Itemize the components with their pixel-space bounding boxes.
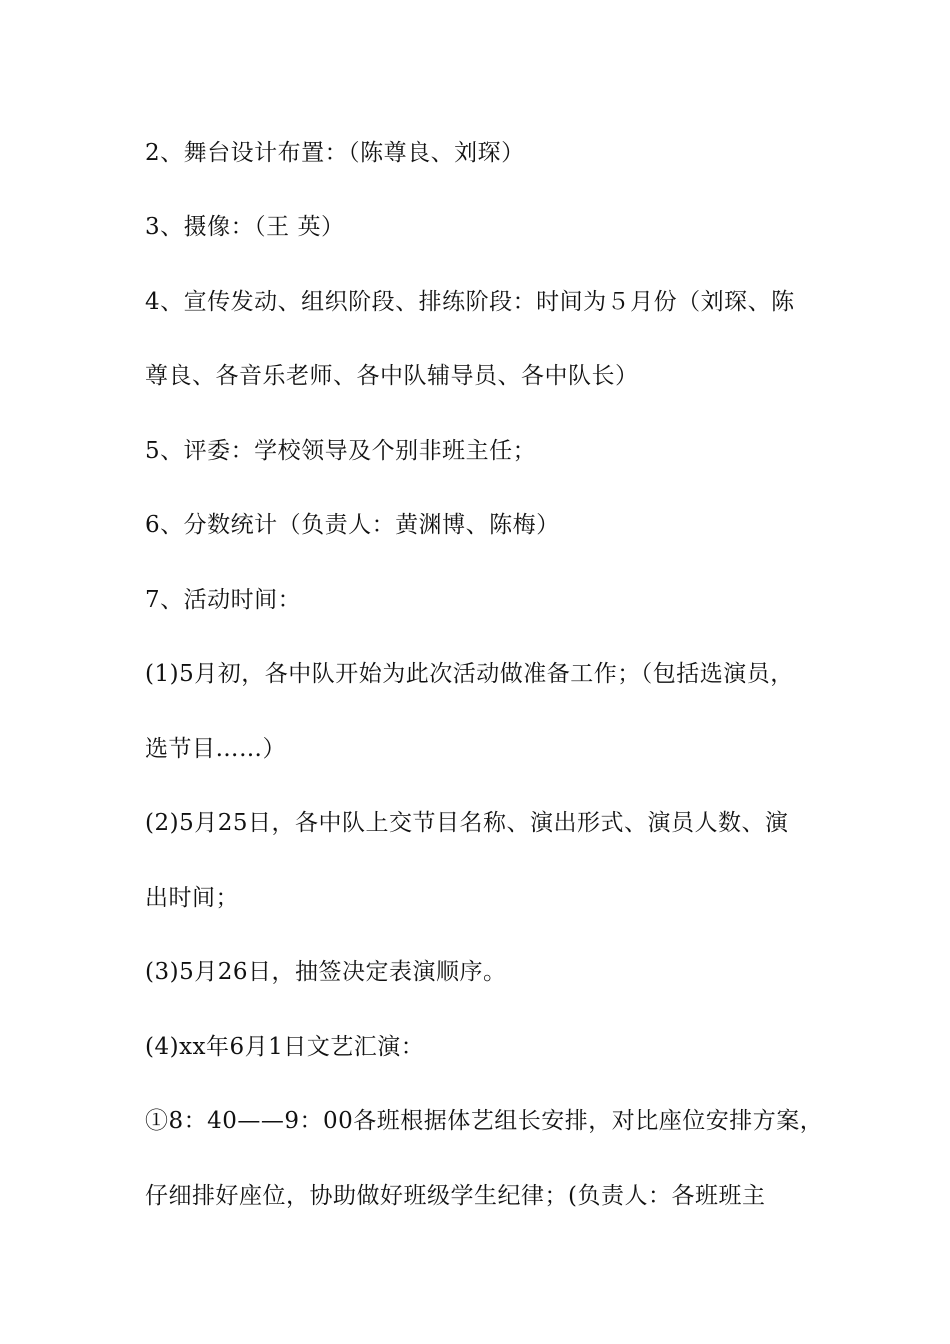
item-activity-time: 7、活动时间： [145,587,302,613]
schedule-2-line1: (2)5月25日，各中队上交节目名称、演出形式、演员人数、演 [145,810,789,836]
item-judges: 5、评委：学校领导及个别非班主任； [145,438,537,464]
schedule-2-line2: 出时间； [145,885,239,911]
schedule-3: (3)5月26日，抽签决定表演顺序。 [145,959,507,985]
item-camera: 3、摄像：（王 英） [145,214,345,240]
schedule-4-step1-line2: 仔细排好座位，协助做好班级学生纪律；(负责人：各班班主 [145,1183,766,1209]
schedule-1-line1: (1)5月初，各中队开始为此次活动做准备工作；（包括选演员， [145,661,794,687]
schedule-4-step1-line1: ①8：40——9：00各班根据体艺组长安排，对比座位安排方案， [145,1108,824,1134]
item-stage-design: 2、舞台设计布置：（陈尊良、刘琛） [145,140,525,166]
item-publicity-line1: 4、宣传发动、组织阶段、排练阶段：时间为５月份（刘琛、陈 [145,289,795,315]
item-score-stats: 6、分数统计（负责人：黄渊博、陈梅） [145,512,560,538]
item-publicity-line2: 尊良、各音乐老师、各中队辅导员、各中队长） [145,363,639,389]
schedule-1-line2: 选节目……） [145,736,286,762]
schedule-4: (4)xx年6月1日文艺汇演： [145,1034,425,1060]
